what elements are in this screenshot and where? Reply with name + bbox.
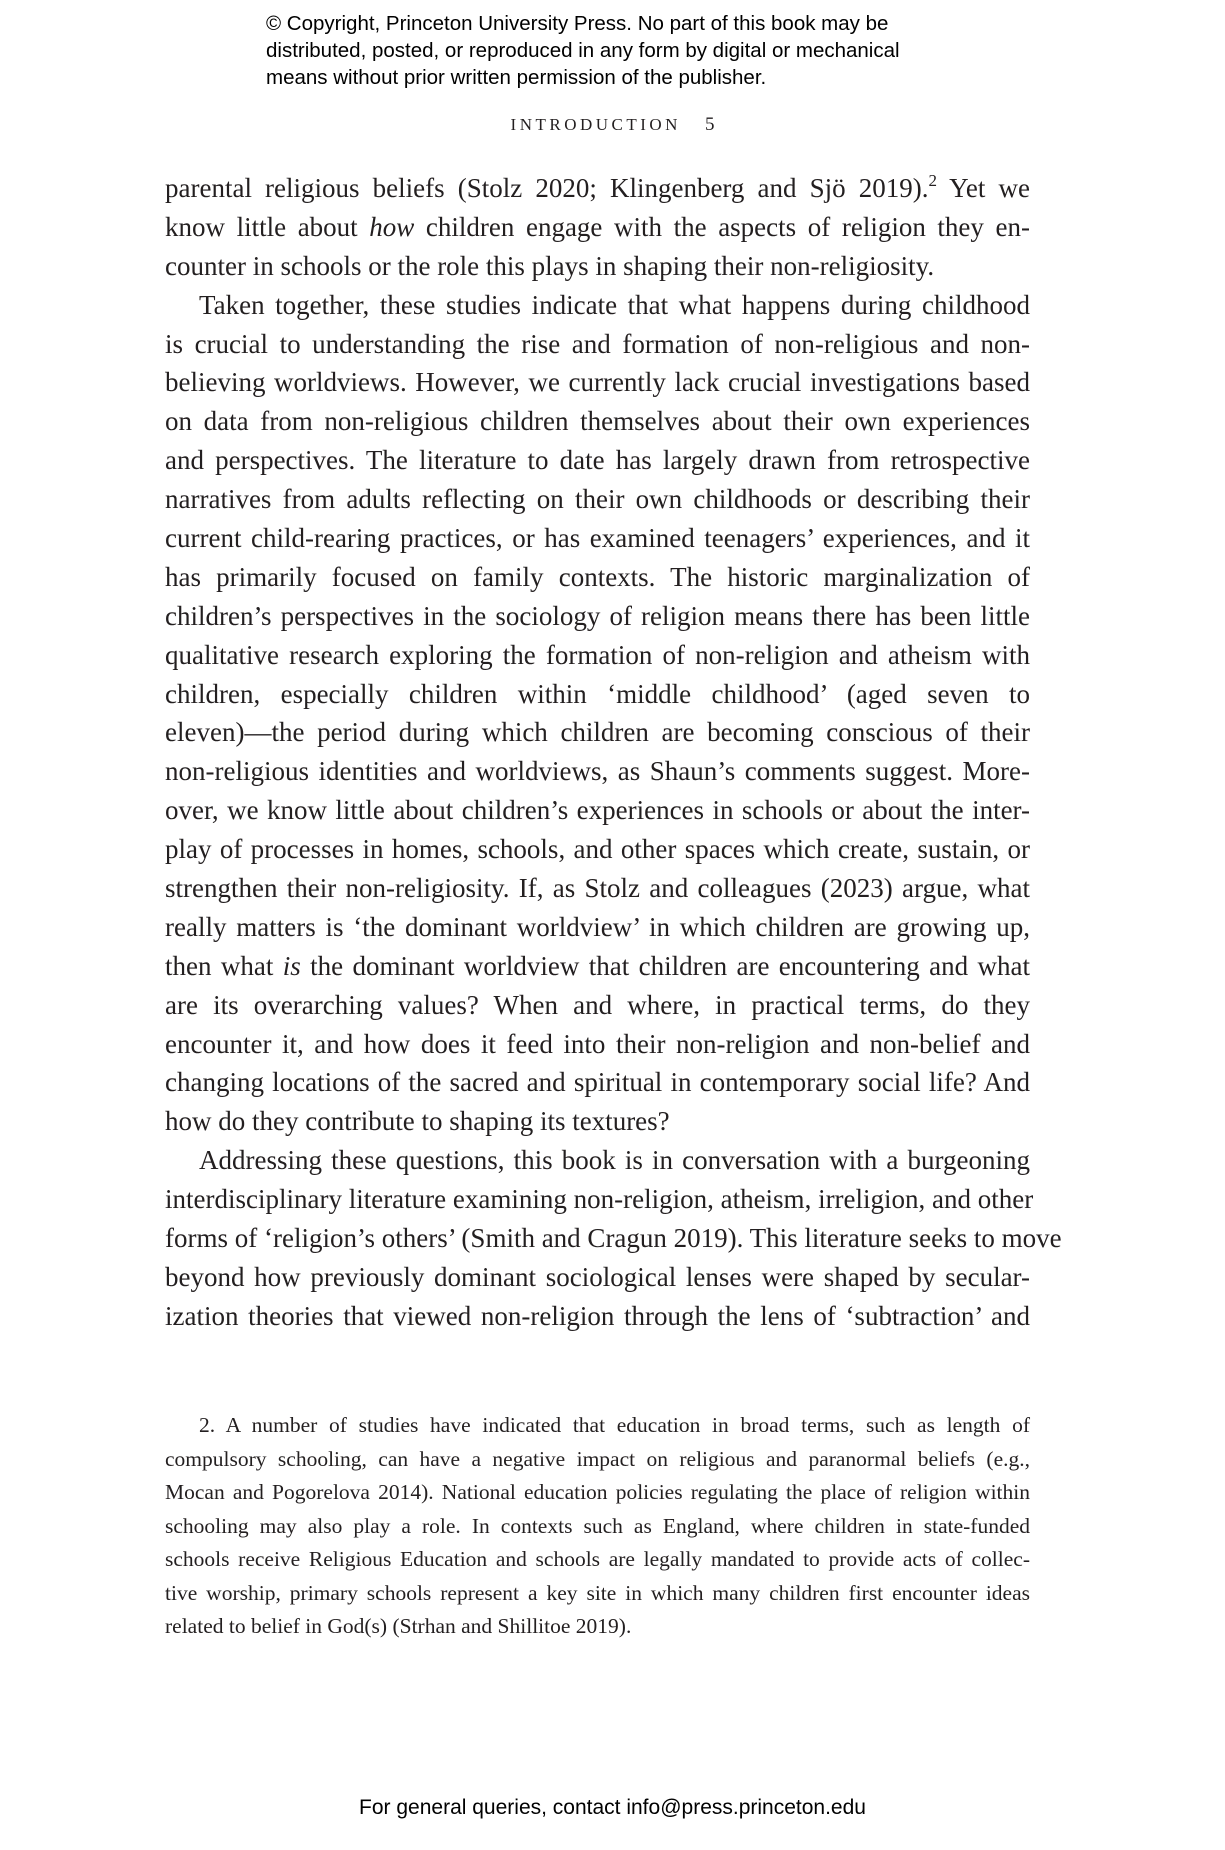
text-line: is crucial to understanding the rise and formation of non-religious and non- bbox=[165, 328, 1030, 359]
footer-contact: For general queries, contact info@press.princeton.edu bbox=[359, 1796, 866, 1819]
text-run: the dominant worldview that children are encountering and what bbox=[300, 950, 1030, 981]
footnote-line: schooling may also play a role. In contexts such as England, where children in state-funded bbox=[165, 1513, 1030, 1538]
footnote-line: 2. A number of studies have indicated that education in broad terms, such as length of bbox=[199, 1413, 1030, 1437]
text-line bbox=[165, 169, 1030, 208]
text-line: believing worldviews. However, we currently lack crucial investigations based bbox=[165, 367, 1030, 398]
text-line: non-religious identities and worldviews, as Shaun’s comments suggest. More- bbox=[165, 756, 1030, 787]
copyright-line: means without prior written permission of the publisher. bbox=[266, 66, 767, 89]
text-line: eleven)—the period during which children are becoming conscious of their bbox=[165, 717, 1030, 748]
text-line: ization theories that viewed non-religion through the lens of ‘subtraction’ and bbox=[165, 1300, 1030, 1331]
text-line: play of processes in homes, schools, and other spaces which create, sustain, or bbox=[165, 834, 1030, 865]
text-line: children, especially children within ‘middle childhood’ (aged seven to bbox=[165, 678, 1030, 709]
footnote-line: compulsory schooling, can have a negative impact on religious and paranormal beliefs (e.g., bbox=[165, 1446, 1030, 1471]
emphasis: how bbox=[369, 211, 415, 242]
text-line: narratives from adults reflecting on their own childhoods or describing their bbox=[165, 484, 1030, 515]
text-line: over, we know little about children’s experiences in schools or about the inter- bbox=[165, 795, 1030, 826]
text-line: Taken together, these studies indicate that what happens during childhood bbox=[199, 289, 1030, 320]
text-line: children’s perspectives in the sociology of religion means there has been little bbox=[165, 600, 1030, 631]
text-run: children engage with the aspects of religion they en- bbox=[414, 211, 1030, 242]
text-line: Addressing these questions, this book is in conversation with a burgeoning bbox=[199, 1145, 1030, 1176]
text-run: know little about bbox=[165, 211, 370, 242]
text-line: changing locations of the sacred and spiritual in contemporary social life? And bbox=[165, 1067, 1030, 1098]
footnote-line: Mocan and Pogorelova 2014). National education policies regulating the place of religion within bbox=[165, 1480, 1030, 1504]
copyright-line: © Copyright, Princeton University Press. No part of this book may be bbox=[266, 12, 889, 35]
footnote-marker[interactable]: 2 bbox=[928, 171, 938, 190]
text-line: strengthen their non-religiosity. If, as Stolz and colleagues (2023) argue, what bbox=[165, 873, 1030, 904]
footnote-line: related to belief in God(s) (Strhan and Shillitoe 2019). bbox=[165, 1614, 632, 1638]
footnote-line: schools receive Religious Education and schools are legally mandated to provide acts of collec- bbox=[165, 1547, 1030, 1571]
text-line: interdisciplinary literature examining non-religion, atheism, irreligion, and other bbox=[165, 1184, 1034, 1215]
text-line: and perspectives. The literature to date has largely drawn from retrospective bbox=[165, 445, 1030, 476]
text-line: counter in schools or the role this plays in shaping their non-religiosity. bbox=[165, 250, 935, 281]
footnote bbox=[165, 1409, 1030, 1644]
chapter-title: INTRODUCTION bbox=[510, 115, 681, 134]
copyright-line: distributed, posted, or reproduced in any form by digital or mechanical bbox=[266, 39, 900, 62]
text-line: current child-rearing practices, or has examined teenagers’ experiences, and it bbox=[165, 523, 1030, 554]
text-line bbox=[165, 208, 1030, 247]
text-line bbox=[165, 947, 1030, 986]
text-line: really matters is ‘the dominant worldview’ in which children are growing up, bbox=[165, 911, 1030, 942]
copyright-notice bbox=[266, 10, 1026, 91]
text-line: qualitative research exploring the formation of non-religion and atheism with bbox=[165, 639, 1030, 670]
text-line: how do they contribute to shaping its textures? bbox=[165, 1106, 670, 1137]
text-run: parental religious beliefs (Stolz 2020; Klingenberg and Sjö 2019). bbox=[165, 173, 929, 203]
text-line: on data from non-religious children themselves about their own experiences bbox=[165, 406, 1030, 437]
footnote-line: tive worship, primary schools represent a key site in which many children first encounter ideas bbox=[165, 1580, 1030, 1605]
text-line: encounter it, and how does it feed into their non-religion and non-belief and bbox=[165, 1028, 1030, 1059]
running-head bbox=[0, 114, 1225, 136]
main-text bbox=[165, 169, 1062, 1336]
text-line: are its overarching values? When and where, in practical terms, do they bbox=[165, 989, 1030, 1020]
page-number: 5 bbox=[704, 114, 715, 135]
text-run: Yet we bbox=[937, 173, 1030, 203]
text-run: then what bbox=[165, 950, 283, 981]
text-line: beyond how previously dominant sociological lenses were shaped by secular- bbox=[165, 1261, 1030, 1292]
emphasis: is bbox=[282, 950, 301, 981]
text-line: has primarily focused on family contexts. The historic marginalization of bbox=[165, 561, 1030, 592]
text-line: forms of ‘religion’s others’ (Smith and Cragun 2019). This literature seeks to move bbox=[165, 1223, 1062, 1254]
